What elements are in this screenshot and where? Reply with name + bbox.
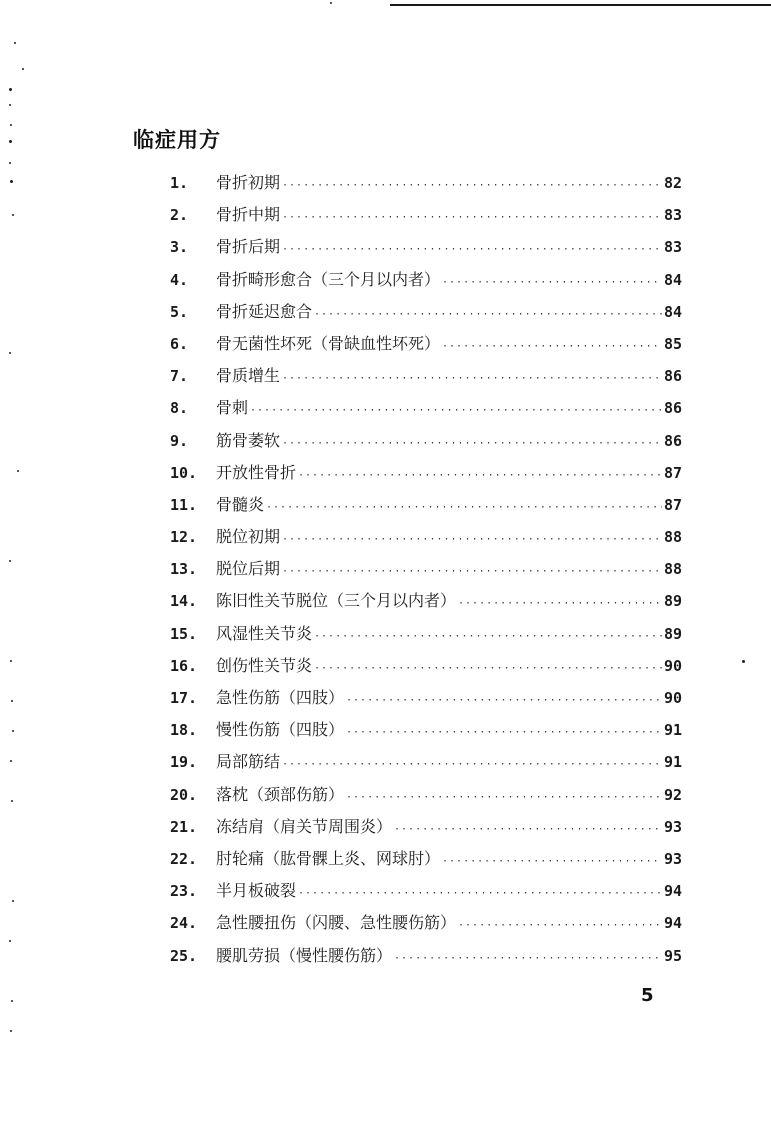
toc-entry-page: 83 (663, 206, 682, 225)
toc-entry (170, 360, 682, 392)
toc-entry-title: 骨折后期 (216, 237, 281, 257)
toc-entry-page: 82 (663, 174, 682, 192)
toc-entry-number: 12. (170, 528, 198, 547)
scan-speck (10, 760, 12, 762)
table-of-contents (170, 167, 682, 972)
toc-entry-page: 93 (663, 849, 682, 868)
toc-entry (170, 199, 682, 231)
toc-entry-title: 半月板破裂 (216, 881, 297, 901)
toc-dot-leader (458, 588, 662, 620)
scan-speck (17, 470, 19, 472)
toc-entry-number: 21. (170, 817, 198, 836)
scan-speck (9, 940, 11, 942)
toc-dot-leader (394, 943, 662, 975)
toc-entry (170, 650, 682, 682)
toc-entry-number: 15. (170, 624, 198, 643)
toc-entry-page: 88 (663, 528, 682, 547)
toc-entry-page: 86 (663, 367, 682, 386)
scan-speck (12, 900, 14, 902)
toc-entry (170, 682, 682, 714)
toc-entry-number: 24. (170, 914, 198, 933)
toc-entry (170, 875, 682, 907)
toc-entry (170, 167, 682, 199)
toc-entry-number: 22. (170, 849, 198, 868)
toc-entry-title: 创伤性关节炎 (216, 655, 313, 675)
toc-entry-number: 6. (170, 334, 189, 353)
toc-entry-page: 94 (663, 882, 682, 901)
toc-dot-leader (346, 782, 662, 814)
toc-entry (170, 296, 682, 328)
toc-entry-number: 3. (170, 238, 189, 257)
toc-dot-leader (266, 492, 662, 524)
scan-speck (9, 104, 11, 106)
toc-dot-leader (282, 524, 662, 556)
toc-dot-leader (314, 299, 662, 331)
toc-entry-page: 94 (663, 914, 682, 933)
toc-dot-leader (282, 749, 662, 781)
toc-dot-leader (282, 234, 662, 266)
toc-entry-number: 9. (170, 431, 189, 450)
toc-entry-title: 局部筋结 (216, 752, 281, 772)
toc-dot-leader (250, 395, 662, 427)
scan-speck (10, 660, 12, 662)
toc-entry-page: 84 (663, 302, 682, 321)
toc-entry (170, 618, 682, 650)
toc-dot-leader (314, 621, 662, 653)
scan-speck (10, 180, 13, 183)
toc-entry-number: 18. (170, 721, 198, 740)
scan-speck (10, 124, 12, 126)
toc-entry-title: 筋骨萎软 (216, 430, 281, 450)
toc-entry-number: 14. (170, 592, 198, 611)
toc-entry-page: 84 (663, 270, 682, 289)
toc-entry (170, 521, 682, 553)
toc-dot-leader (282, 556, 662, 588)
toc-entry (170, 231, 682, 263)
scan-speck (9, 560, 11, 562)
scan-speck (22, 68, 24, 70)
toc-entry-title: 骨髓炎 (216, 494, 265, 514)
section-title: 临症用方 (133, 128, 221, 152)
toc-entry-page: 91 (663, 721, 682, 740)
toc-dot-leader (282, 363, 662, 395)
toc-dot-leader (394, 814, 662, 846)
scan-speck (9, 88, 12, 91)
scan-speck (11, 700, 13, 702)
toc-entry-title: 骨刺 (216, 398, 249, 418)
scan-speck (9, 352, 11, 354)
toc-dot-leader (314, 653, 662, 685)
toc-entry-title: 腰肌劳损（慢性腰伤筋） (216, 945, 393, 965)
toc-entry-page: 95 (663, 946, 682, 965)
toc-entry-page: 90 (663, 689, 682, 707)
toc-entry-title: 慢性伤筋（四肢） (216, 720, 345, 740)
toc-entry-number: 23. (170, 882, 198, 901)
toc-entry (170, 714, 682, 746)
scan-speck (11, 1000, 13, 1002)
toc-entry-title: 脱位初期 (216, 527, 281, 547)
toc-entry-title: 落枕（颈部伤筋） (216, 784, 345, 804)
toc-entry-number: 4. (170, 270, 189, 289)
toc-entry-page: 89 (663, 592, 682, 611)
scan-speck (9, 162, 11, 164)
toc-entry-page: 88 (663, 560, 682, 579)
toc-entry-page: 86 (663, 399, 682, 418)
toc-entry-number: 16. (170, 656, 198, 675)
toc-entry-number: 10. (170, 463, 198, 482)
toc-entry-title: 骨折中期 (216, 205, 281, 225)
scan-speck (11, 800, 13, 802)
toc-entry-page: 89 (663, 624, 682, 643)
toc-entry (170, 585, 682, 617)
toc-entry-page: 87 (663, 495, 682, 514)
toc-entry (170, 489, 682, 521)
toc-dot-leader (346, 685, 662, 717)
toc-entry (170, 457, 682, 489)
toc-entry-title: 肘轮痛（肱骨髁上炎、网球肘） (216, 848, 441, 868)
toc-entry-page: 90 (663, 656, 682, 675)
toc-dot-leader (458, 910, 662, 942)
toc-dot-leader (442, 846, 662, 878)
toc-dot-leader (282, 202, 662, 234)
scan-speck (12, 214, 14, 216)
toc-entry-page: 86 (663, 431, 682, 450)
page-number: 5 (641, 985, 654, 1006)
toc-entry-number: 2. (170, 206, 189, 225)
toc-entry (170, 907, 682, 939)
scan-speck (9, 140, 12, 143)
toc-entry-number: 8. (170, 399, 189, 418)
toc-entry-number: 5. (170, 302, 189, 321)
toc-entry-title: 骨质增生 (216, 366, 281, 386)
toc-entry (170, 811, 682, 843)
toc-entry (170, 264, 682, 296)
scan-speck (10, 1030, 12, 1032)
toc-entry-page: 93 (663, 817, 682, 836)
toc-entry-number: 11. (170, 495, 198, 514)
toc-entry-title: 风湿性关节炎 (216, 623, 313, 643)
top-rule-divider (390, 4, 771, 6)
toc-entry-number: 13. (170, 560, 198, 579)
toc-entry-number: 19. (170, 753, 198, 772)
toc-entry-title: 冻结肩（肩关节周围炎） (216, 816, 393, 836)
scan-speck (742, 660, 745, 663)
toc-entry-page: 91 (663, 753, 682, 772)
toc-dot-leader (282, 170, 662, 202)
toc-entry-title: 骨折延迟愈合 (216, 301, 313, 321)
scan-speck (330, 2, 332, 4)
toc-entry-page: 92 (663, 785, 682, 804)
toc-entry (170, 779, 682, 811)
toc-entry-number: 17. (170, 689, 198, 707)
toc-entry (170, 328, 682, 360)
toc-entry-page: 85 (663, 334, 682, 353)
toc-dot-leader (442, 267, 662, 299)
toc-entry-number: 1. (170, 174, 189, 192)
toc-dot-leader (298, 878, 662, 910)
toc-entry-title: 骨无菌性坏死（骨缺血性坏死） (216, 333, 441, 353)
toc-entry-page: 87 (663, 463, 682, 482)
toc-entry (170, 940, 682, 972)
toc-entry-number: 25. (170, 946, 198, 965)
toc-entry-title: 骨折初期 (216, 173, 281, 192)
toc-entry-title: 陈旧性关节脱位（三个月以内者） (216, 591, 457, 611)
toc-entry-title: 急性腰扭伤（闪腰、急性腰伤筋） (216, 913, 457, 933)
toc-entry-title: 脱位后期 (216, 559, 281, 579)
scan-speck (12, 730, 14, 732)
toc-entry-title: 急性伤筋（四肢） (216, 688, 345, 707)
toc-dot-leader (282, 428, 662, 460)
toc-entry (170, 392, 682, 424)
toc-entry (170, 553, 682, 585)
toc-entry-page: 83 (663, 238, 682, 257)
toc-dot-leader (346, 717, 662, 749)
toc-entry-number: 7. (170, 367, 189, 386)
toc-dot-leader (298, 460, 662, 492)
scan-speck (14, 42, 16, 44)
toc-entry (170, 843, 682, 875)
toc-entry-number: 20. (170, 785, 198, 804)
toc-dot-leader (442, 331, 662, 363)
toc-entry (170, 425, 682, 457)
toc-entry (170, 746, 682, 778)
toc-entry-title: 骨折畸形愈合（三个月以内者） (216, 269, 441, 289)
toc-entry-title: 开放性骨折 (216, 462, 297, 482)
